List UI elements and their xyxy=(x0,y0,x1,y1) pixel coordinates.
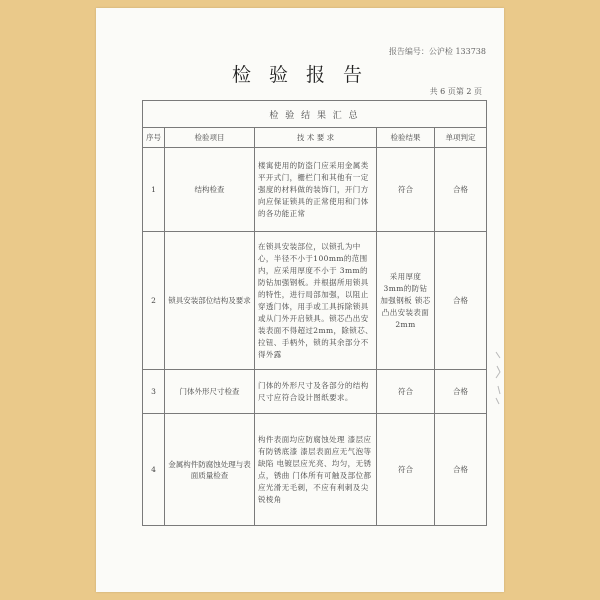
col-header-no: 序号 xyxy=(143,128,165,148)
row-verdict: 合格 xyxy=(435,148,487,232)
row-item: 门体外形尺寸检查 xyxy=(165,370,255,414)
results-table xyxy=(142,100,487,526)
row-requirement: 门体的外形尺寸及各部分的结构尺寸应符合设计图纸要求。 xyxy=(255,370,377,414)
summary-row xyxy=(143,101,487,128)
row-item: 锁具安装部位结构及要求 xyxy=(165,232,255,370)
summary-title: 检 验 结 果 汇 总 xyxy=(143,101,487,128)
row-no: 3 xyxy=(143,370,165,414)
page-title: 检 验 报 告 xyxy=(231,64,369,86)
row-verdict: 合格 xyxy=(435,414,487,526)
seam-stamp-icon xyxy=(494,348,502,408)
col-header-item: 检验项目 xyxy=(165,128,255,148)
row-item: 结构检查 xyxy=(165,148,255,232)
row-result: 符合 xyxy=(377,370,435,414)
row-verdict: 合格 xyxy=(435,370,487,414)
table-row xyxy=(143,232,487,370)
row-item: 金属构件防腐蚀处理与表面质量检查 xyxy=(165,414,255,526)
row-no: 2 xyxy=(143,232,165,370)
row-result: 采用厚度3mm的防钻加强钢板 锁芯凸出安装表面 2mm xyxy=(377,232,435,370)
row-result: 符合 xyxy=(377,148,435,232)
report-number: 报告编号：公沪检 133738 xyxy=(388,47,486,56)
report-page xyxy=(96,8,504,592)
header-row xyxy=(143,128,487,148)
col-header-requirement: 技 术 要 求 xyxy=(255,128,377,148)
row-requirement: 构件表面均应防腐蚀处理 漆层应有防锈底漆 漆层表面应无气泡等缺陷 电镀层应光亮、均匀，无锈点，锈曲 门体所有可触及部位都应光滑无毛刺，不应有利刺及尖锐棱角 xyxy=(255,414,377,526)
row-result: 符合 xyxy=(377,414,435,526)
row-requirement: 楼寓使用的防盗门应采用金属类平开式门，栅栏门和其他有一定强度的材料做的装饰门，开门方向应保证锁具的正常使用和门体的各功能正常 xyxy=(255,148,377,232)
table-row xyxy=(143,370,487,414)
table-row xyxy=(143,148,487,232)
col-header-result: 检验结果 xyxy=(377,128,435,148)
row-verdict: 合格 xyxy=(435,232,487,370)
page-info: 共 6 页第 2 页 xyxy=(429,87,482,96)
row-no: 1 xyxy=(143,148,165,232)
row-no: 4 xyxy=(143,414,165,526)
row-requirement: 在锁具安装部位，以锁孔为中心，半径不小于100mm的范围内，应采用厚度不小于 3mm的防钻加强钢板。并根据所用锁具的特性，进行局部加强，以阻止穿透门体，用手或工具拆除锁具或从门外开启锁具。锁芯凸出安装表面不得超过2mm，除锁芯、拉钮、手柄外，锁的其余部分不得外露 xyxy=(255,232,377,370)
table-row xyxy=(143,414,487,526)
col-header-verdict: 单项判定 xyxy=(435,128,487,148)
